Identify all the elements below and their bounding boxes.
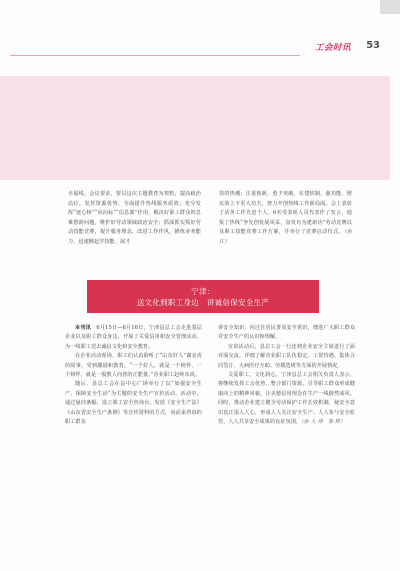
article-title: 宁津： — [191, 286, 215, 296]
article-text: 幸福线，会议要求，要以这次主题教育为契机，提高政治站位，发挥资源优势，全面提升热线服务质效；充分发挥“连心桥”“风向标”“信息源”作用，解决好职工群众的急难愁盼问题，维护好劳动领域政治安全；抓深抓实抓好劳动技能竞赛，提升服务理念，改进工作作风，锤炼业务能力，迅速掀起学技能、展才 — [68, 191, 201, 245]
article-paragraph: 随后，县总工会在县中心广场举行了以“加强安全生产、保障安全生活”为主题的安全生产宣传活动。活动中，通过悬挂条幅、设立职工安全咨询台、发放《安全生产法》《山东省安全生产条例》等宣传资料的方式，向前来咨询的职工群众 — [65, 381, 202, 426]
article-author: （孙 江） — [219, 229, 352, 245]
article-text: 关爱职工，文化润心。宁津县总工会相关负责人表示，将继续发挥工会优势，整合部门资源，引导职工群众形成健康向上的精神风貌，让美德信用理念在生产一线蔚然成风。同时，推动企业建立健全劳动保护工作长效机制，使安全意识真正深入人心，形成人人关注安全生产、人人参与安全监管、人人共享安全成果的良好氛围。 — [218, 372, 355, 426]
article-paragraph — [218, 371, 355, 427]
header-rule — [10, 55, 300, 56]
decorative-pink-band — [0, 76, 390, 180]
article-text: 6月15日—6月16日，宁津县总工会走进基层企业以及职工群众身边，开展了关爱信用和安全管理活动，为一线职工送去诚信文化和安全教育。 — [65, 325, 202, 350]
article-paragraph: 宣讲活动后，县总工会一行还到企业安全主席进行了面对面交流，详细了解企业职工队伍稳定、工资待遇、集体合同签订、大病医疗互助、劳模选树等方面的开展情况。 — [218, 343, 355, 369]
page-corner-mark — [380, 0, 400, 14]
article-paragraph-continued: 讲安全知识，向过往居民普及安全常识，增进广大职工群众对安全生产的认识和理解。 — [218, 325, 355, 341]
article-column-left — [65, 324, 202, 516]
article-paragraph: 在企业活动现场，职工们认真聆听了“山东好人”谢金虎的故事，受到激励和教育。“一个好人，就是一个榜样，一个榜样，就是一股教人向善的正能量。”企业职工赵岭东说。 — [65, 353, 202, 379]
main-article — [65, 324, 355, 516]
article-column-right — [218, 324, 355, 516]
article-author: （孙 大 伟 参 辉） — [301, 419, 346, 426]
previous-article-continuation — [68, 190, 352, 256]
section-brand: 工会时讯 — [314, 43, 351, 53]
article-paragraph — [65, 324, 202, 352]
article-text: 技的热潮；注重创新，勇于突破，在建机制、强功能、增实效上下更大功夫，努力开创热线工作新局面。会上表彰了话务工作先进个人，6名受表彰人员代表作了发言，通报了热线“争先创优展风采，奋发有为建新功”劳动竞赛以及职工技能竞赛工作方案，并举行了竞赛启动仪式。 — [219, 191, 352, 236]
article-title-banner — [87, 280, 319, 313]
article-column-right — [219, 190, 352, 256]
page-number: 53 — [366, 40, 380, 51]
article-column-left — [68, 190, 201, 256]
article-subtitle: 送文化到职工身边 讲诚信保安全生产 — [136, 297, 270, 307]
article-lead: 本刊讯 — [75, 325, 91, 331]
